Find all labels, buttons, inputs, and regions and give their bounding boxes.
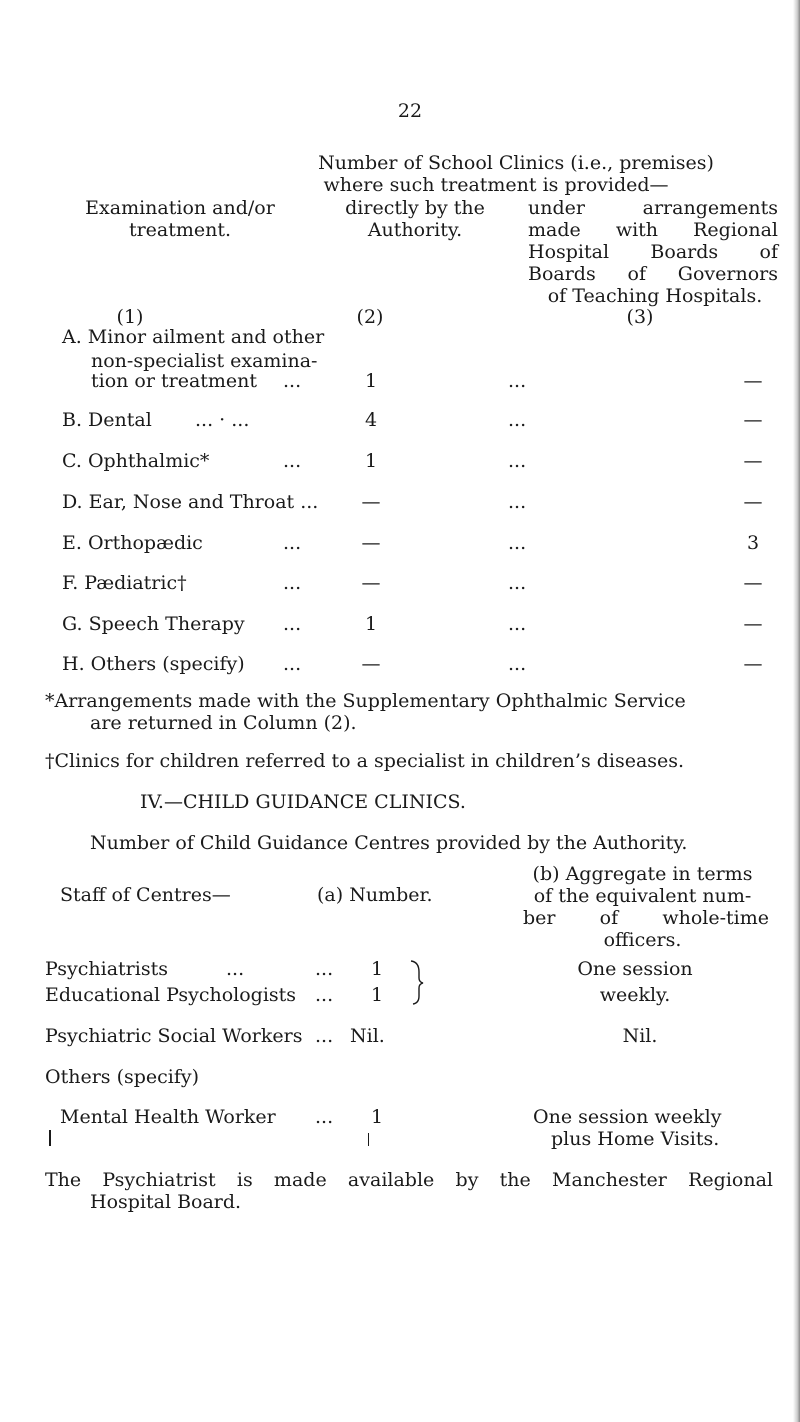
row-aggregate-line1: One session weekly <box>533 1106 722 1128</box>
row-number-value: 1 <box>370 984 384 1006</box>
table2-others-label: Others (specify) <box>45 1066 200 1088</box>
brace-icon <box>408 958 426 1006</box>
row-label: Psychiatrists <box>45 958 168 980</box>
row-separator: ... <box>508 409 527 431</box>
table2-col3-header-line3: ber of whole-time <box>523 907 769 929</box>
table2-col3-header-line2: of the equivalent num- <box>533 885 752 907</box>
row-arrangements-value: — <box>743 450 763 472</box>
col3-header-line5: of Teaching Hospitals. <box>547 285 763 307</box>
table1-header-line1: Number of School Clinics (i.e., premises) <box>318 152 714 174</box>
col1-header-line1: Examination and/or <box>85 197 275 219</box>
row-separator: ... <box>508 370 527 392</box>
table2-col2-header: (a) Number. <box>317 884 433 906</box>
closing-line2: Hospital Board. <box>90 1191 242 1213</box>
row-label: Educational Psychologists <box>45 984 297 1006</box>
col2-number: (2) <box>356 306 384 328</box>
table2-col3-header-line4: officers. <box>603 929 682 951</box>
row-arrangements-value: — <box>743 653 763 675</box>
col3-number: (3) <box>626 306 654 328</box>
row-leader: ... <box>283 653 302 675</box>
row-label: F. Pædiatric† <box>62 572 187 594</box>
col3-header-line1: under arrangements <box>528 197 778 219</box>
row-leader-2: ... <box>315 958 334 980</box>
footnote-ophthalmic-line2: are returned in Column (2). <box>90 712 357 734</box>
brace-aggregate-line1: One session <box>577 958 693 980</box>
row-leader: ... <box>315 984 334 1006</box>
row-authority-value: — <box>361 491 381 513</box>
row-leader: ... <box>283 613 302 635</box>
closing-line1: The Psychiatrist is made available by the Manchester Regional <box>45 1169 773 1191</box>
table2-col1-header: Staff of Centres— <box>60 884 231 906</box>
row-label: Psychiatric Social Workers <box>45 1025 303 1047</box>
row-aggregate-value: Nil. <box>622 1025 658 1047</box>
row-number-value: 1 <box>370 958 384 980</box>
page-number: 22 <box>397 100 423 122</box>
row-separator: ... <box>508 450 527 472</box>
row-separator: ... <box>508 572 527 594</box>
row-authority-value: 1 <box>364 450 378 472</box>
print-mark <box>368 1133 369 1146</box>
row-leader: ... <box>315 1106 334 1128</box>
row-label: G. Speech Therapy <box>62 613 245 635</box>
row-number-value: 1 <box>370 1106 384 1128</box>
col2-header-line1: directly by the <box>345 197 485 219</box>
col2-header-line2: Authority. <box>367 219 463 241</box>
col3-header-line2: made with Regional <box>528 219 778 241</box>
row-label: C. Ophthalmic* <box>62 450 210 472</box>
row-leader: ... <box>283 572 302 594</box>
row-label: B. Dental <box>62 409 152 431</box>
brace-aggregate-line2: weekly. <box>599 984 671 1006</box>
row-leader: ... <box>283 532 302 554</box>
row-authority-value: — <box>361 572 381 594</box>
row-arrangements-value: — <box>743 613 763 635</box>
table2-col3-header-line1: (b) Aggregate in terms <box>532 863 753 885</box>
row-label: E. Orthopædic <box>62 532 203 554</box>
row-aggregate-line2: plus Home Visits. <box>551 1128 720 1150</box>
row-arrangements-value: — <box>743 370 763 392</box>
row-leader: ... · ... <box>195 409 250 431</box>
row-separator: ... <box>508 491 527 513</box>
row-arrangements-value: — <box>743 572 763 594</box>
row-label: Mental Health Worker <box>60 1106 276 1128</box>
row-authority-value: — <box>361 532 381 554</box>
row-authority-value: — <box>361 653 381 675</box>
footnote-paediatric: †Clinics for children referred to a specialist in children’s diseases. <box>45 750 685 772</box>
footnote-ophthalmic-line1: *Arrangements made with the Supplementary Ophthalmic Service <box>45 690 686 712</box>
row-separator: ... <box>508 532 527 554</box>
row-leader: ... <box>283 370 302 392</box>
table1-header-line2: where such treatment is provided— <box>323 174 669 196</box>
row-arrangements-value: — <box>743 409 763 431</box>
row-arrangements-value: 3 <box>746 532 760 554</box>
row-label: D. Ear, Nose and Throat ... <box>62 491 319 513</box>
section-title: IV.—CHILD GUIDANCE CLINICS. <box>140 791 466 813</box>
col1-header-line2: treatment. <box>128 219 232 241</box>
col3-header-line4: Boards of Governors <box>528 263 778 285</box>
row-a-label-line2: non-specialist examina- <box>91 350 318 372</box>
row-leader: ... <box>226 958 245 980</box>
row-label: H. Others (specify) <box>62 653 245 675</box>
row-leader: ... <box>283 450 302 472</box>
row-a-label-line1: A. Minor ailment and other <box>62 326 325 348</box>
row-authority-value: 1 <box>364 613 378 635</box>
row-separator: ... <box>508 653 527 675</box>
section-intro: Number of Child Guidance Centres provided by the Authority. <box>90 832 688 854</box>
row-number-value: Nil. <box>350 1025 385 1047</box>
row-authority-value: 4 <box>364 409 378 431</box>
col3-header-line3: Hospital Boards of <box>528 241 778 263</box>
row-label: tion or treatment <box>91 370 258 392</box>
print-mark <box>49 1130 51 1146</box>
row-leader: ... <box>315 1025 334 1047</box>
row-separator: ... <box>508 613 527 635</box>
page-edge-shadow <box>793 0 800 1422</box>
col1-number: (1) <box>116 306 144 328</box>
row-authority-value: 1 <box>364 370 378 392</box>
row-arrangements-value: — <box>743 491 763 513</box>
